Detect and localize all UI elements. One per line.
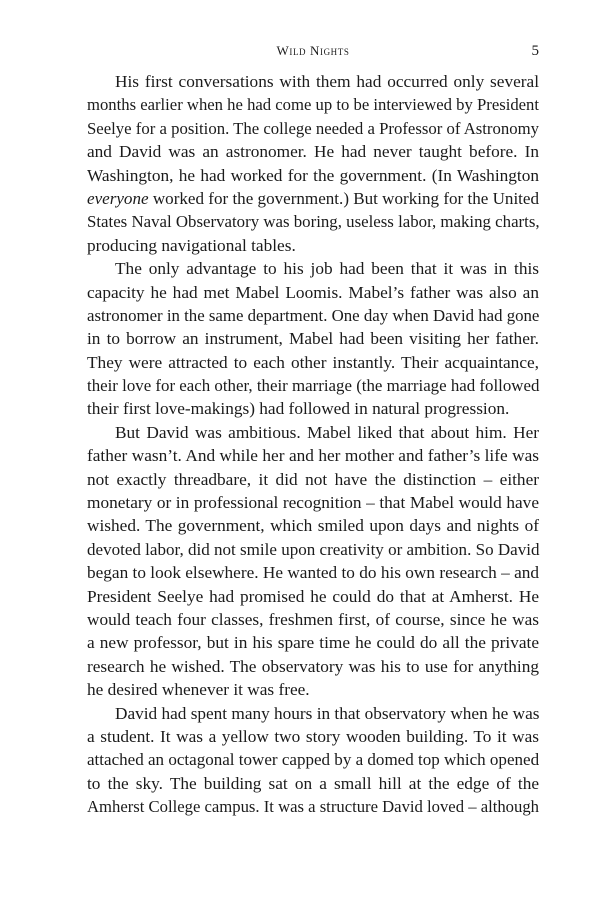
text-line-with-italic bbox=[87, 187, 539, 210]
text-line: a student. It was a yellow two story wooden building. To it was bbox=[87, 726, 539, 746]
text-line: attached an octagonal tower capped by a domed top which opened bbox=[87, 750, 540, 770]
page-number: 5 bbox=[531, 43, 539, 59]
text-line: President Seelye had promised he could do that at Amherst. He bbox=[87, 586, 539, 606]
text-line: research he wished. The observatory was his to use for anything bbox=[87, 656, 539, 676]
text-line: their love for each other, their marriage (the marriage had followed bbox=[87, 376, 540, 396]
text-line: would teach four classes, freshmen first, of course, since he was bbox=[87, 609, 539, 629]
text-line: and David was an astronomer. He had never taught before. In bbox=[87, 142, 539, 162]
body-text bbox=[87, 70, 539, 819]
running-title: Wild Nights bbox=[276, 43, 350, 58]
text-line: began to look elsewhere. He wanted to do his own research – and bbox=[87, 563, 539, 583]
text-line: not exactly threadbare, it did not have the distinction – either bbox=[87, 469, 539, 489]
text-line: David had spent many hours in that observatory when he was bbox=[115, 703, 540, 723]
paragraph bbox=[87, 421, 539, 702]
paragraph bbox=[87, 702, 539, 819]
text-line: months earlier when he had come up to be interviewed by President bbox=[87, 95, 539, 115]
text-line: wished. The government, which smiled upon days and nights of bbox=[87, 516, 539, 536]
text-line: astronomer in the same department. One day when David had gone bbox=[87, 305, 540, 325]
italic-word: everyone bbox=[87, 188, 149, 208]
text-line-rest: worked for the government.) But working for the United bbox=[152, 188, 540, 208]
text-line: But David was ambitious. Mabel liked that about him. Her bbox=[115, 422, 539, 442]
text-line: in to borrow an instrument, Mabel had been visiting her father. bbox=[87, 329, 539, 349]
text-line: father wasn’t. And while her and her mother and father’s life was bbox=[87, 446, 539, 466]
paragraph bbox=[87, 70, 539, 257]
text-line: Amherst College campus. It was a structure David loved – although bbox=[87, 797, 539, 817]
text-line: their first love-makings) had followed in natural progression. bbox=[87, 399, 510, 419]
text-line: he desired whenever it was free. bbox=[87, 680, 310, 700]
text-line: Washington, he had worked for the government. (In Washington bbox=[87, 165, 539, 185]
text-line: to the sky. The building sat on a small hill at the edge of the bbox=[87, 773, 539, 793]
text-line: Seelye for a position. The college needed a Professor of Astronomy bbox=[87, 118, 539, 138]
text-line: They were attracted to each other instantly. Their acquaintance, bbox=[87, 352, 539, 372]
text-line: The only advantage to his job had been that it was in this bbox=[115, 259, 539, 279]
running-head bbox=[87, 41, 539, 61]
text-line: a new professor, but in his spare time he could do all the private bbox=[87, 633, 539, 653]
text-line: monetary or in professional recognition – that Mabel would have bbox=[87, 493, 539, 513]
text-line: capacity he had met Mabel Loomis. Mabel’s father was also an bbox=[87, 282, 539, 302]
text-line: devoted labor, did not smile upon creativity or ambition. So David bbox=[87, 539, 540, 559]
text-line: His first conversations with them had occurred only several bbox=[115, 72, 539, 91]
paragraph bbox=[87, 257, 539, 421]
text-line: States Naval Observatory was boring, useless labor, making charts, bbox=[87, 212, 540, 232]
text-line: producing navigational tables. bbox=[87, 235, 296, 255]
